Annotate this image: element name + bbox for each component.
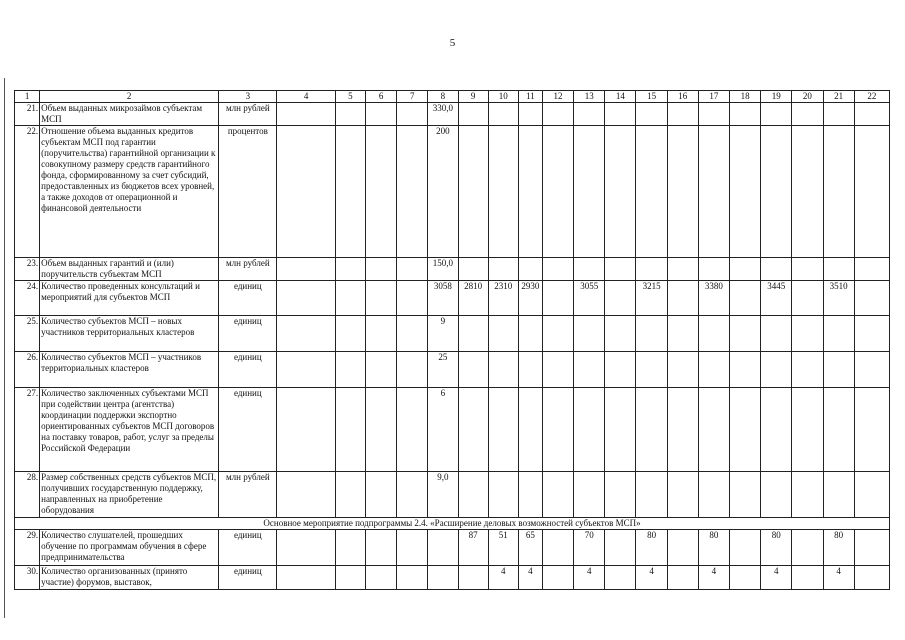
value-cell xyxy=(335,316,365,352)
unit-cell: млн рублей xyxy=(219,258,277,281)
value-cell xyxy=(574,352,605,388)
table-row xyxy=(15,530,890,566)
value-cell xyxy=(518,126,542,258)
value-cell xyxy=(698,126,729,258)
value-cell xyxy=(365,566,396,590)
indicators-table xyxy=(14,90,890,590)
value-cell: 2810 xyxy=(458,281,488,316)
value-cell: 70 xyxy=(574,530,605,566)
column-header: 20 xyxy=(792,91,823,103)
column-header: 11 xyxy=(518,91,542,103)
value-cell xyxy=(365,258,396,281)
value-cell xyxy=(667,530,698,566)
value-cell xyxy=(698,316,729,352)
value-cell xyxy=(277,126,335,258)
value-cell xyxy=(365,472,396,518)
row-number: 25. xyxy=(15,316,40,352)
value-cell xyxy=(792,388,823,472)
row-number: 24. xyxy=(15,281,40,316)
value-cell xyxy=(518,316,542,352)
table-row xyxy=(15,472,890,518)
unit-cell: единиц xyxy=(219,530,277,566)
value-cell xyxy=(636,352,667,388)
value-cell xyxy=(761,388,792,472)
indicator-name: Количество субъектов МСП – участников территориальных кластеров xyxy=(40,352,219,388)
value-cell xyxy=(823,103,854,126)
table-row xyxy=(15,281,890,316)
margin-rule xyxy=(4,78,5,618)
value-cell: 6 xyxy=(428,388,458,472)
value-cell xyxy=(397,472,428,518)
value-cell: 200 xyxy=(428,126,458,258)
value-cell xyxy=(542,530,573,566)
value-cell: 25 xyxy=(428,352,458,388)
value-cell xyxy=(605,281,636,316)
unit-cell: единиц xyxy=(219,352,277,388)
value-cell: 87 xyxy=(458,530,488,566)
column-header: 17 xyxy=(698,91,729,103)
unit-cell: единиц xyxy=(219,388,277,472)
value-cell xyxy=(730,388,761,472)
indicator-name: Количество субъектов МСП – новых участников территориальных кластеров xyxy=(40,316,219,352)
value-cell xyxy=(335,388,365,472)
value-cell xyxy=(667,258,698,281)
column-header: 7 xyxy=(397,91,428,103)
value-cell xyxy=(542,388,573,472)
value-cell xyxy=(365,352,396,388)
value-cell xyxy=(335,566,365,590)
value-cell xyxy=(605,316,636,352)
column-header: 5 xyxy=(335,91,365,103)
column-header: 19 xyxy=(761,91,792,103)
value-cell xyxy=(428,530,458,566)
value-cell xyxy=(458,258,488,281)
value-cell xyxy=(605,472,636,518)
value-cell xyxy=(730,352,761,388)
value-cell xyxy=(667,316,698,352)
table-row xyxy=(15,316,890,352)
value-cell xyxy=(277,388,335,472)
value-cell xyxy=(761,258,792,281)
value-cell xyxy=(277,472,335,518)
value-cell xyxy=(277,103,335,126)
value-cell xyxy=(730,281,761,316)
value-cell xyxy=(335,472,365,518)
value-cell xyxy=(730,103,761,126)
value-cell xyxy=(854,258,889,281)
value-cell: 3215 xyxy=(636,281,667,316)
value-cell xyxy=(542,126,573,258)
row-number: 22. xyxy=(15,126,40,258)
value-cell: 65 xyxy=(518,530,542,566)
column-header: 6 xyxy=(365,91,396,103)
column-header: 9 xyxy=(458,91,488,103)
value-cell xyxy=(792,316,823,352)
value-cell xyxy=(542,566,573,590)
value-cell: 9 xyxy=(428,316,458,352)
value-cell: 4 xyxy=(488,566,518,590)
value-cell xyxy=(397,316,428,352)
value-cell xyxy=(667,472,698,518)
value-cell: 80 xyxy=(823,530,854,566)
indicator-name: Количество проведенных консультаций и мероприятий для субъектов МСП xyxy=(40,281,219,316)
value-cell xyxy=(854,388,889,472)
value-cell xyxy=(335,103,365,126)
value-cell xyxy=(542,316,573,352)
value-cell xyxy=(397,258,428,281)
value-cell: 4 xyxy=(761,566,792,590)
value-cell xyxy=(730,126,761,258)
value-cell xyxy=(458,388,488,472)
table-row xyxy=(15,126,890,258)
value-cell xyxy=(792,566,823,590)
value-cell xyxy=(458,566,488,590)
value-cell xyxy=(761,103,792,126)
value-cell xyxy=(605,258,636,281)
value-cell xyxy=(397,103,428,126)
indicator-name: Количество слушателей, прошедших обучение по программам обучения в сфере предпринимательства xyxy=(40,530,219,566)
value-cell xyxy=(518,352,542,388)
value-cell: 80 xyxy=(636,530,667,566)
value-cell xyxy=(730,316,761,352)
value-cell xyxy=(823,126,854,258)
value-cell: 51 xyxy=(488,530,518,566)
value-cell xyxy=(667,352,698,388)
value-cell xyxy=(667,281,698,316)
value-cell xyxy=(854,281,889,316)
column-header: 4 xyxy=(277,91,335,103)
value-cell xyxy=(854,530,889,566)
value-cell xyxy=(792,472,823,518)
value-cell: 4 xyxy=(574,566,605,590)
value-cell xyxy=(277,258,335,281)
value-cell xyxy=(574,258,605,281)
value-cell xyxy=(698,103,729,126)
value-cell xyxy=(488,126,518,258)
unit-cell: процентов xyxy=(219,126,277,258)
value-cell xyxy=(542,258,573,281)
value-cell xyxy=(458,316,488,352)
page-number: 5 xyxy=(449,37,456,49)
value-cell: 80 xyxy=(761,530,792,566)
value-cell xyxy=(542,352,573,388)
value-cell xyxy=(698,472,729,518)
value-cell xyxy=(854,566,889,590)
value-cell xyxy=(458,472,488,518)
value-cell xyxy=(667,566,698,590)
value-cell xyxy=(277,281,335,316)
indicator-name: Объем выданных гарантий и (или) поручительств субъектам МСП xyxy=(40,258,219,281)
value-cell xyxy=(605,566,636,590)
value-cell: 150,0 xyxy=(428,258,458,281)
value-cell: 9,0 xyxy=(428,472,458,518)
value-cell xyxy=(365,281,396,316)
value-cell: 4 xyxy=(636,566,667,590)
value-cell xyxy=(854,103,889,126)
value-cell xyxy=(636,126,667,258)
value-cell xyxy=(365,388,396,472)
value-cell xyxy=(854,126,889,258)
value-cell xyxy=(761,352,792,388)
value-cell xyxy=(636,472,667,518)
value-cell xyxy=(574,103,605,126)
value-cell xyxy=(335,126,365,258)
value-cell xyxy=(854,352,889,388)
value-cell xyxy=(667,103,698,126)
value-cell xyxy=(792,281,823,316)
row-number: 30. xyxy=(15,566,40,590)
column-header: 1 xyxy=(15,91,40,103)
column-header: 14 xyxy=(605,91,636,103)
value-cell xyxy=(488,103,518,126)
column-header: 2 xyxy=(40,91,219,103)
value-cell xyxy=(488,388,518,472)
value-cell xyxy=(667,126,698,258)
value-cell: 2930 xyxy=(518,281,542,316)
value-cell xyxy=(365,530,396,566)
row-number: 21. xyxy=(15,103,40,126)
value-cell: 2310 xyxy=(488,281,518,316)
value-cell: 3510 xyxy=(823,281,854,316)
value-cell xyxy=(488,472,518,518)
value-cell xyxy=(488,316,518,352)
value-cell xyxy=(636,103,667,126)
value-cell xyxy=(458,103,488,126)
value-cell xyxy=(542,281,573,316)
value-cell xyxy=(730,258,761,281)
indicator-name: Объем выданных микрозаймов субъектам МСП xyxy=(40,103,219,126)
value-cell xyxy=(574,472,605,518)
value-cell xyxy=(823,316,854,352)
value-cell xyxy=(698,258,729,281)
unit-cell: единиц xyxy=(219,281,277,316)
value-cell xyxy=(698,388,729,472)
table-row xyxy=(15,258,890,281)
indicator-name: Отношение объема выданных кредитов субъектам МСП под гарантии (поручительства) гарантийной организации к совокупному размеру средств гарантийного фонда, сформированному за счет субсидий, предоставленных из бюджетов всех уровней, а также доходов от операционной и финансовой деятельности xyxy=(40,126,219,258)
unit-cell: единиц xyxy=(219,316,277,352)
row-number: 28. xyxy=(15,472,40,518)
value-cell xyxy=(698,352,729,388)
value-cell xyxy=(428,566,458,590)
value-cell xyxy=(792,126,823,258)
column-header: 22 xyxy=(854,91,889,103)
value-cell xyxy=(277,352,335,388)
value-cell xyxy=(277,566,335,590)
value-cell xyxy=(574,388,605,472)
value-cell xyxy=(365,126,396,258)
value-cell xyxy=(542,103,573,126)
value-cell xyxy=(792,530,823,566)
value-cell xyxy=(636,316,667,352)
value-cell xyxy=(667,388,698,472)
value-cell: 4 xyxy=(698,566,729,590)
column-header: 16 xyxy=(667,91,698,103)
table-row xyxy=(15,103,890,126)
table-row xyxy=(15,388,890,472)
value-cell xyxy=(335,258,365,281)
value-cell xyxy=(730,566,761,590)
column-header: 8 xyxy=(428,91,458,103)
value-cell xyxy=(605,530,636,566)
value-cell: 3058 xyxy=(428,281,458,316)
value-cell xyxy=(365,316,396,352)
value-cell xyxy=(518,472,542,518)
value-cell xyxy=(518,258,542,281)
value-cell xyxy=(574,126,605,258)
value-cell xyxy=(761,126,792,258)
value-cell xyxy=(854,472,889,518)
value-cell xyxy=(335,352,365,388)
value-cell xyxy=(761,472,792,518)
column-header: 3 xyxy=(219,91,277,103)
row-number: 23. xyxy=(15,258,40,281)
column-header: 12 xyxy=(542,91,573,103)
table-row xyxy=(15,352,890,388)
indicator-name: Количество заключенных субъектами МСП при содействии центра (агентства) координации поддержки экспортно ориентированных субъектов МСП договоров на поставку товаров, работ, услуг за пределы Российской Федерации xyxy=(40,388,219,472)
value-cell: 3380 xyxy=(698,281,729,316)
row-number: 29. xyxy=(15,530,40,566)
value-cell xyxy=(397,530,428,566)
value-cell xyxy=(823,258,854,281)
value-cell xyxy=(854,316,889,352)
section-row xyxy=(15,518,890,530)
unit-cell: млн рублей xyxy=(219,103,277,126)
value-cell xyxy=(488,352,518,388)
value-cell xyxy=(277,316,335,352)
column-header: 18 xyxy=(730,91,761,103)
value-cell xyxy=(636,388,667,472)
value-cell: 4 xyxy=(823,566,854,590)
column-header: 21 xyxy=(823,91,854,103)
value-cell xyxy=(397,126,428,258)
value-cell xyxy=(730,472,761,518)
value-cell xyxy=(823,388,854,472)
column-header: 13 xyxy=(574,91,605,103)
value-cell: 3445 xyxy=(761,281,792,316)
value-cell xyxy=(823,472,854,518)
row-number: 27. xyxy=(15,388,40,472)
unit-cell: единиц xyxy=(219,566,277,590)
value-cell xyxy=(636,258,667,281)
value-cell xyxy=(605,103,636,126)
value-cell: 4 xyxy=(518,566,542,590)
value-cell: 80 xyxy=(698,530,729,566)
value-cell xyxy=(792,103,823,126)
value-cell xyxy=(518,103,542,126)
value-cell xyxy=(730,530,761,566)
value-cell xyxy=(488,258,518,281)
column-number-row xyxy=(15,91,890,103)
section-heading: Основное мероприятие подпрограммы 2.4. «Расширение деловых возможностей субъектов МСП» xyxy=(15,518,890,530)
value-cell xyxy=(542,472,573,518)
value-cell xyxy=(397,352,428,388)
value-cell xyxy=(458,126,488,258)
value-cell xyxy=(518,388,542,472)
value-cell xyxy=(605,388,636,472)
value-cell xyxy=(365,103,396,126)
unit-cell: млн рублей xyxy=(219,472,277,518)
value-cell xyxy=(823,352,854,388)
value-cell: 3055 xyxy=(574,281,605,316)
value-cell xyxy=(335,281,365,316)
value-cell xyxy=(792,258,823,281)
value-cell xyxy=(605,352,636,388)
column-header: 15 xyxy=(636,91,667,103)
indicator-name: Количество организованных (принято участие) форумов, выставок, xyxy=(40,566,219,590)
row-number: 26. xyxy=(15,352,40,388)
indicator-name: Размер собственных средств субъектов МСП, получивших государственную поддержку, направленных на приобретение оборудования xyxy=(40,472,219,518)
value-cell xyxy=(458,352,488,388)
value-cell xyxy=(397,566,428,590)
table-row xyxy=(15,566,890,590)
column-header: 10 xyxy=(488,91,518,103)
value-cell xyxy=(605,126,636,258)
value-cell xyxy=(792,352,823,388)
value-cell xyxy=(277,530,335,566)
value-cell: 330,0 xyxy=(428,103,458,126)
value-cell xyxy=(574,316,605,352)
value-cell xyxy=(761,316,792,352)
value-cell xyxy=(335,530,365,566)
value-cell xyxy=(397,281,428,316)
value-cell xyxy=(397,388,428,472)
